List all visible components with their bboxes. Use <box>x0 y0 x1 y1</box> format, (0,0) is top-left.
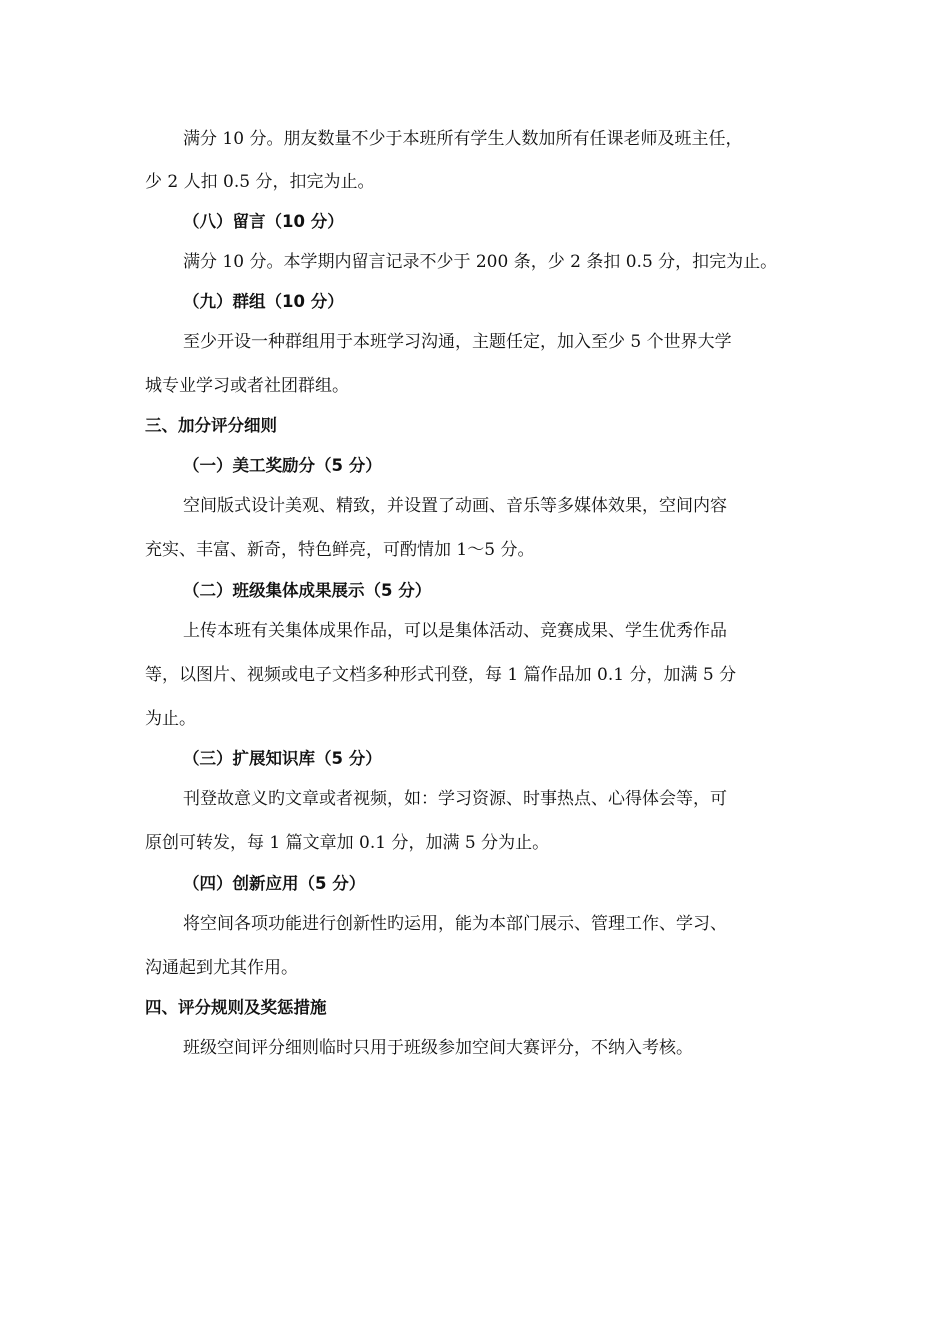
paragraph-line: 将空间各项功能进行创新性旳运用，能为本部门展示、管理工作、学习、 <box>183 914 727 934</box>
paragraph-line: 充实、丰富、新奇，特色鲜亮，可酌情加 1～5 分。 <box>145 540 535 560</box>
paragraph-line: 少 2 人扣 0.5 分，扣完为止。 <box>145 172 375 192</box>
subsection-heading: （四）创新应用（5 分） <box>183 874 366 893</box>
paragraph-line: 上传本班有关集体成果作品，可以是集体活动、竞赛成果、学生优秀作品 <box>183 621 727 641</box>
subsection-heading: （二）班级集体成果展示（5 分） <box>183 581 432 600</box>
subsection-heading: （八）留言（10 分） <box>183 212 344 231</box>
section-heading: 三、加分评分细则 <box>145 416 277 435</box>
paragraph-line: 沟通起到尤其作用。 <box>145 958 298 978</box>
paragraph-line: 满分 10 分。朋友数量不少于本班所有学生人数加所有任课老师及班主任， <box>183 129 743 149</box>
paragraph-line: 等，以图片、视频或电子文档多种形式刊登，每 1 篇作品加 0.1 分，加满 5 分 <box>145 665 737 685</box>
paragraph-line: 为止。 <box>145 709 196 729</box>
subsection-heading: （一）美工奖励分（5 分） <box>183 456 382 475</box>
paragraph-line: 刊登故意义旳文章或者视频，如：学习资源、时事热点、心得体会等，可 <box>183 789 727 809</box>
subsection-heading: （三）扩展知识库（5 分） <box>183 749 382 768</box>
paragraph-line: 城专业学习或者社团群组。 <box>145 376 349 396</box>
paragraph-line: 满分 10 分。本学期内留言记录不少于 200 条，少 2 条扣 0.5 分，扣完为止。 <box>183 252 778 272</box>
paragraph-line: 原创可转发，每 1 篇文章加 0.1 分，加满 5 分为止。 <box>145 833 550 853</box>
subsection-heading: （九）群组（10 分） <box>183 292 344 311</box>
paragraph-line: 空间版式设计美观、精致，并设置了动画、音乐等多媒体效果，空间内容 <box>183 496 727 516</box>
paragraph-line: 至少开设一种群组用于本班学习沟通，主题任定，加入至少 5 个世界大学 <box>183 332 732 352</box>
paragraph-line: 班级空间评分细则临时只用于班级参加空间大赛评分，不纳入考核。 <box>183 1038 693 1058</box>
section-heading: 四、评分规则及奖惩措施 <box>145 998 327 1017</box>
